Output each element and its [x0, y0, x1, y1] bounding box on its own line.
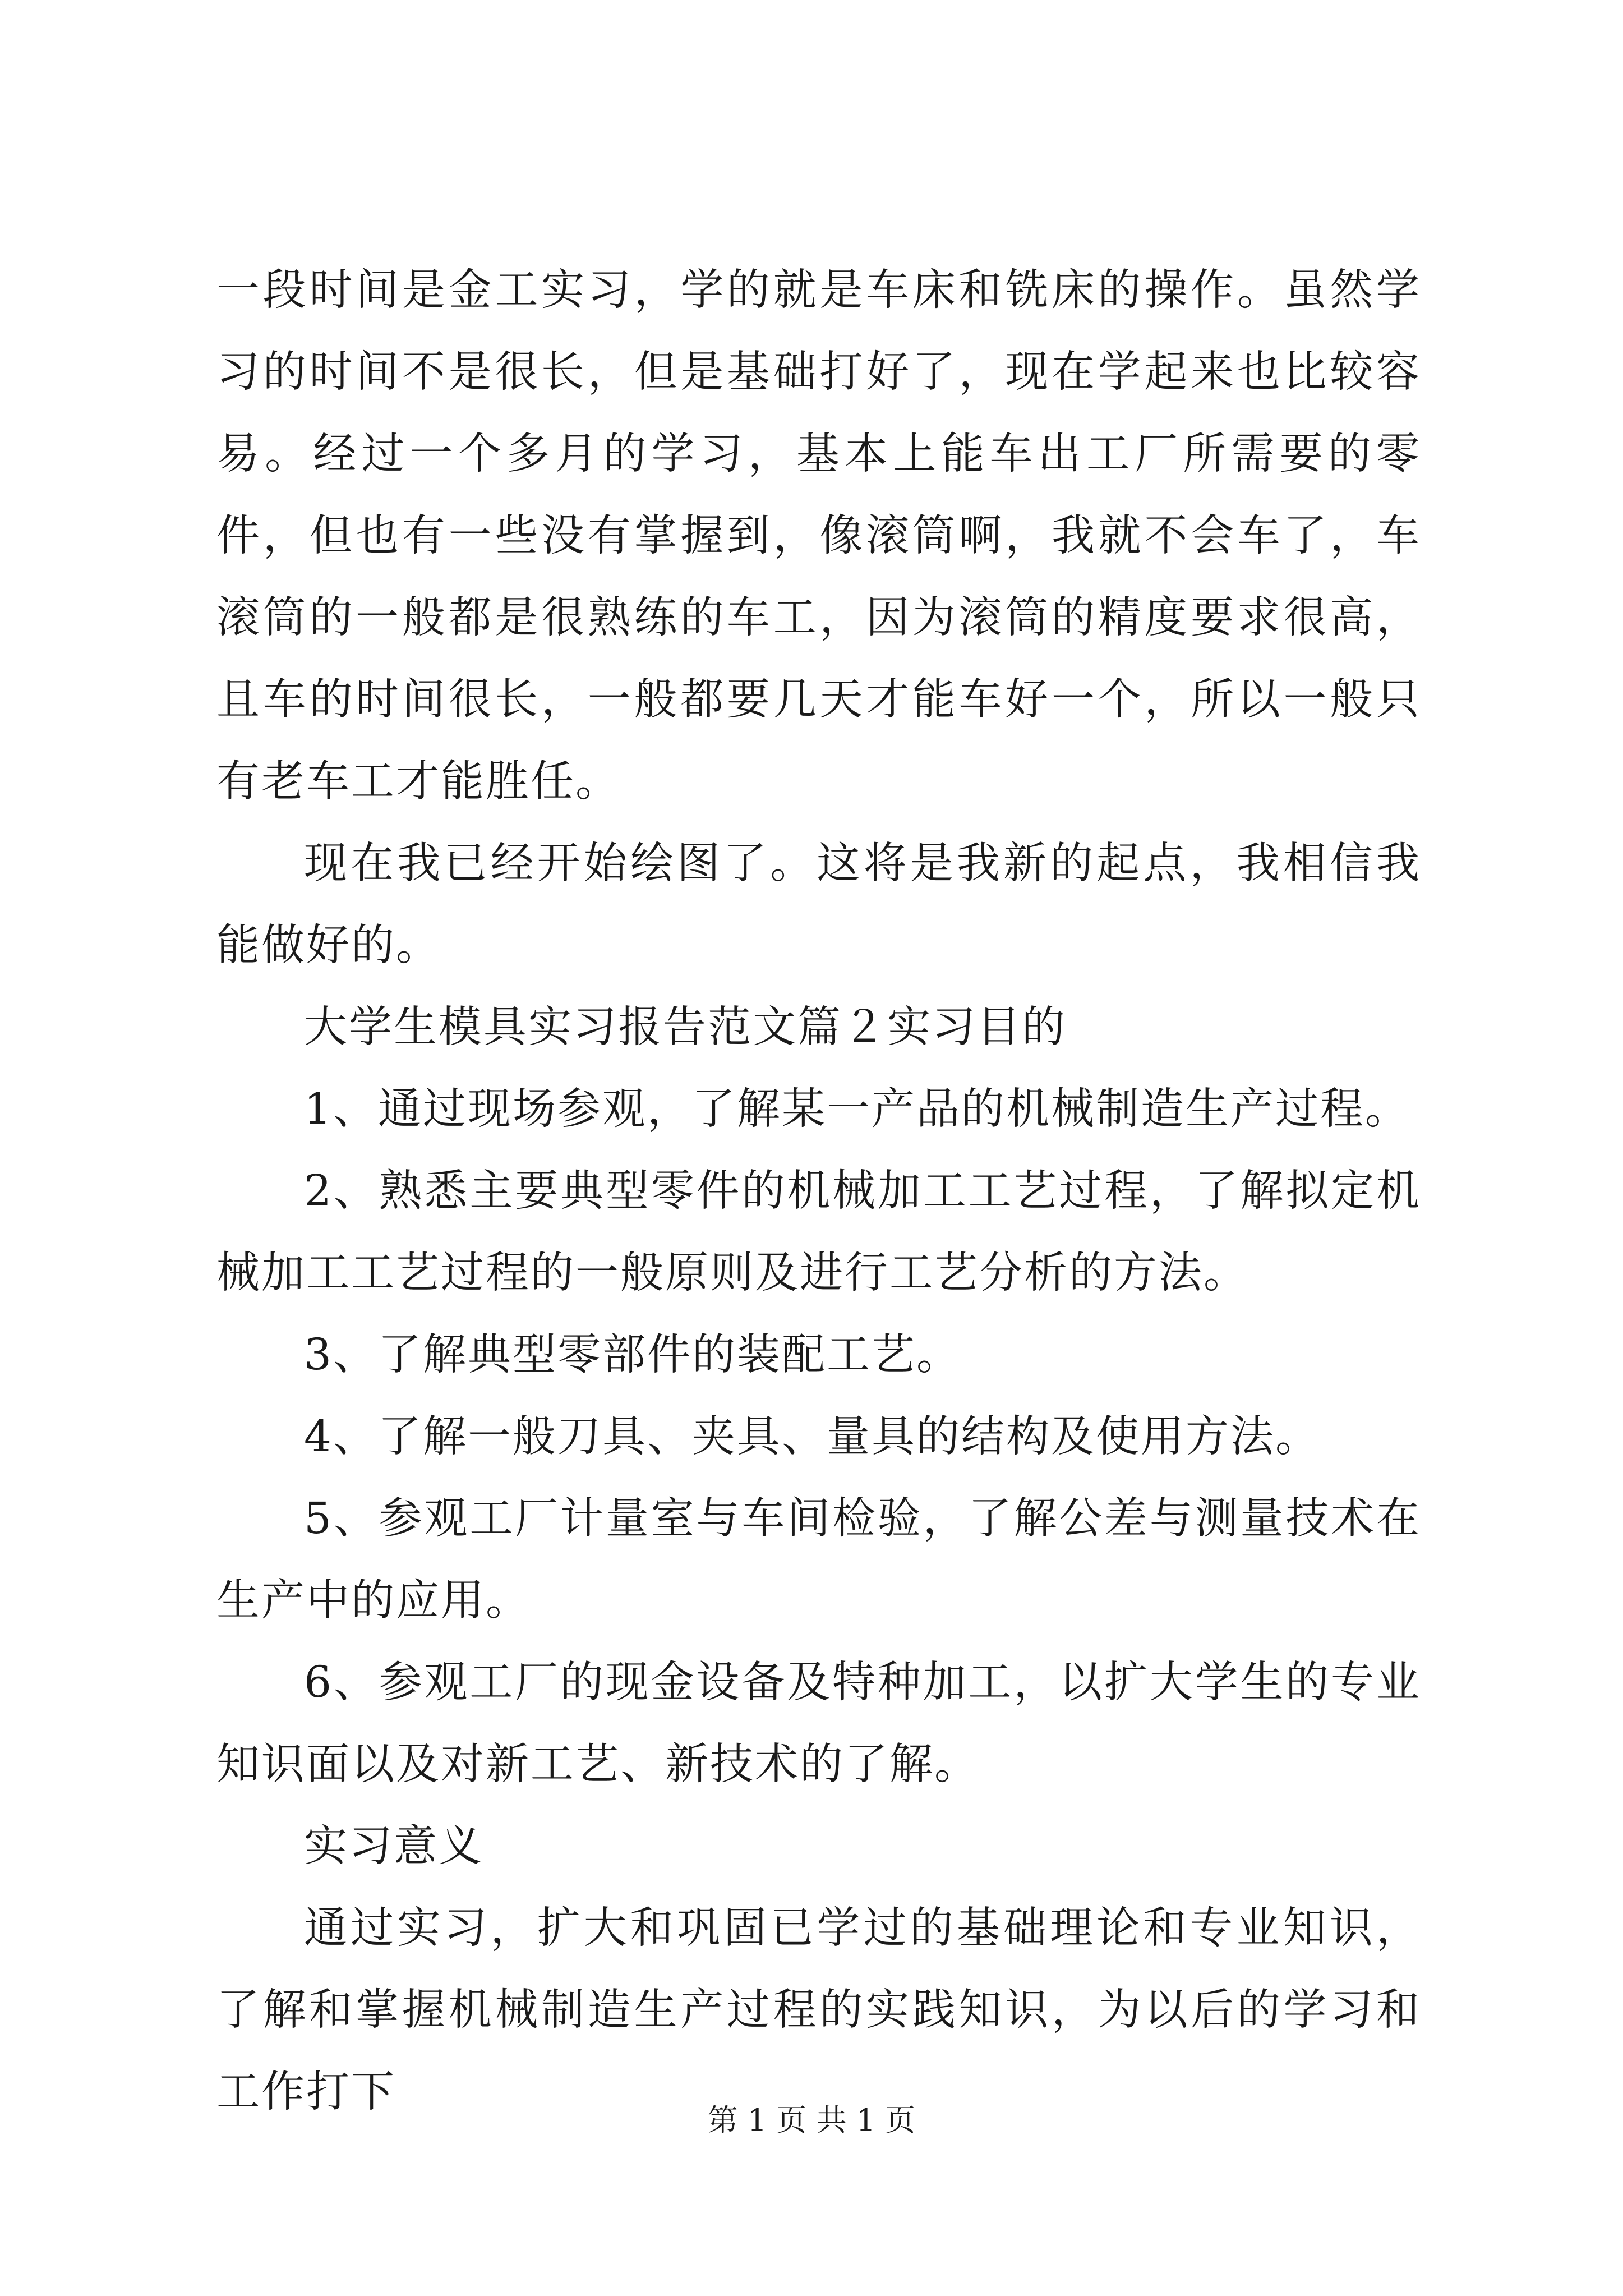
section-heading-purpose: 大学生模具实习报告范文篇２实习目的	[304, 1002, 1067, 1052]
list-item-1: 1、通过现场参观，了解某一产品的机械制造生产过程。	[304, 1084, 1410, 1134]
page-footer: 第 1 页 共 1 页	[707, 2102, 916, 2138]
list-item-3: 3、了解典型零部件的装配工艺。	[304, 1330, 961, 1380]
list-item-5: 5、参观工厂计量室与车间检验，了解公差与测量技术在生产中的应用。	[216, 1494, 1421, 1626]
section-heading-significance: 实习意义	[304, 1821, 483, 1871]
list-item-4: 4、了解一般刀具、夹具、量具的结构及使用方法。	[304, 1412, 1320, 1462]
list-item-2: 2、熟悉主要典型零件的机械加工工艺过程，了解拟定机械加工工艺过程的一般原则及进行工艺分析的方法。	[216, 1166, 1421, 1298]
paragraph-lathe-practice: 一段时间是金工实习，学的就是车床和铣床的操作。虽然学习的时间不是很长，但是基础打好了，现在学起来也比较容易。经过一个多月的学习，基本上能车出工厂所需要的零件，但也有一些没有掌握到，像滚筒啊，我就不会车了，车滚筒的一般都是很熟练的车工，因为滚筒的精度要求很高，且车的时间很长，一般都要几天才能车好一个，所以一般只有老车工才能胜任。	[216, 265, 1421, 807]
paragraph-significance: 通过实习，扩大和巩固已学过的基础理论和专业知识，了解和掌握机械制造生产过程的实践知识，为以后的学习和工作打下	[216, 1903, 1421, 2117]
document-body	[216, 250, 1421, 2133]
list-item-6: 6、参观工厂的现金设备及特种加工，以扩大学生的专业知识面以及对新工艺、新技术的了解。	[216, 1658, 1421, 1789]
paragraph-drawing-start: 现在我已经开始绘图了。这将是我新的起点，我相信我能做好的。	[216, 839, 1421, 970]
